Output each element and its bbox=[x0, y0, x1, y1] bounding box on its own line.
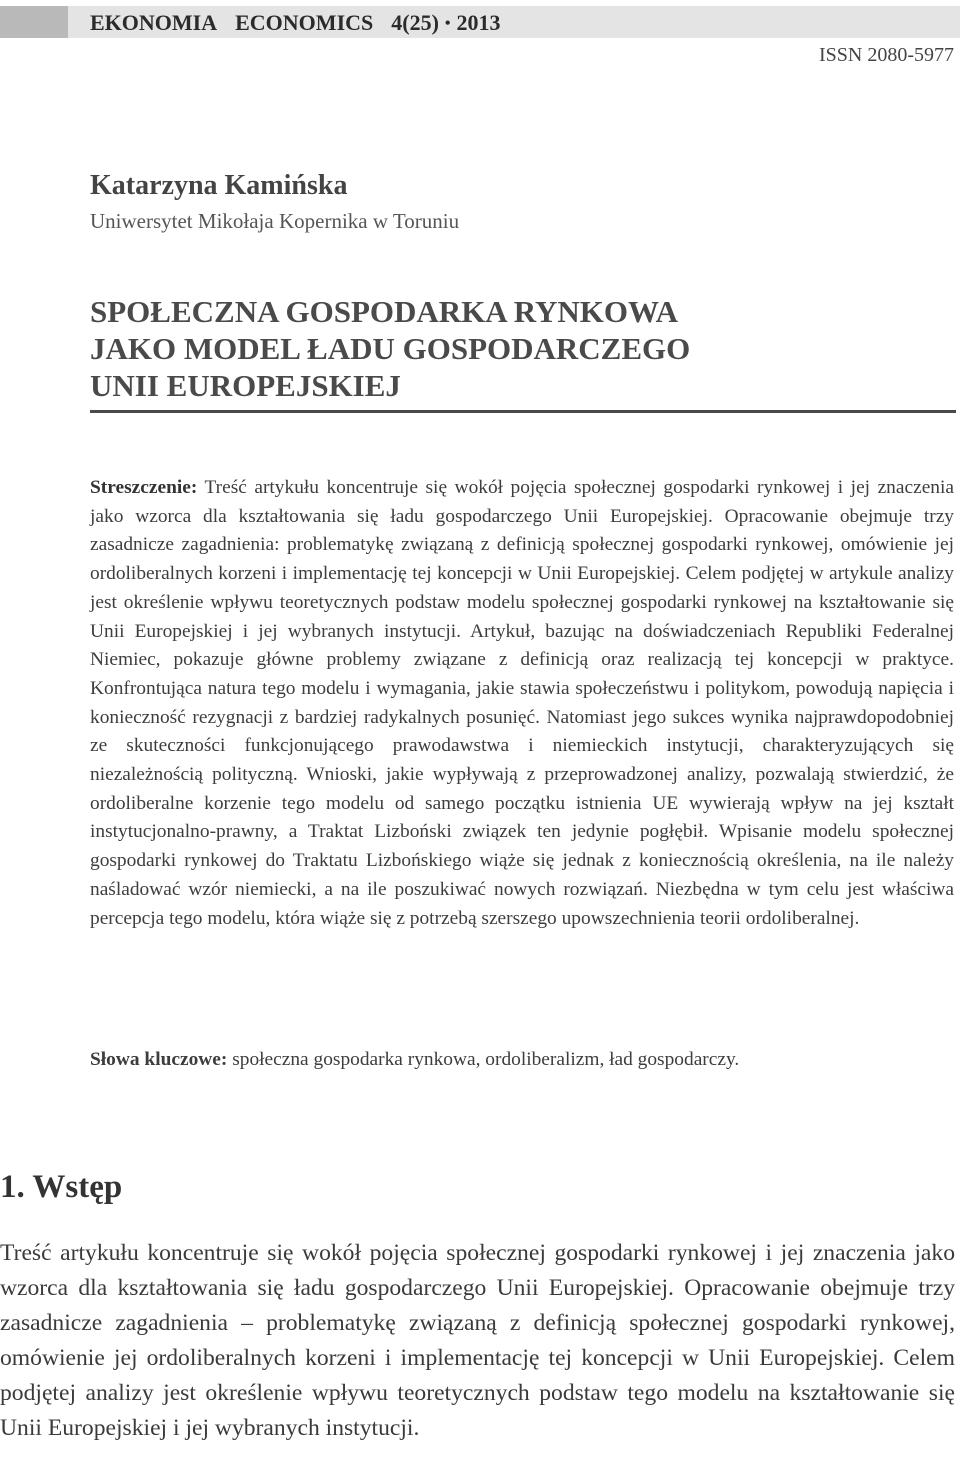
section-body: Treść artykułu koncentruje się wokół pojęcia społecznej gospodarki rynkowej i jej znaczenia jako wzorca dla kształtowania się ładu gospodarczego Unii Europejskiej. Opracowanie obejmuje trzy zasadnicze zagadnienia – problematykę związaną z definicją społecznej gospodarki rynkowej, omówienie jej ordoliberalnych korzeni i implementację tej koncepcji w Unii Europejskiej. Celem podjętej analizy jest określenie wpływu teoretycznych podstaw tego modelu na kształtowanie się Unii Europejskiej i jej wybranych instytucji. bbox=[0, 1240, 955, 1441]
abstract-text: Treść artykułu koncentruje się wokół pojęcia społecznej gospodarki rynkowej i jej znaczenia jako wzorca dla kształtowania się ładu gospodarczego Unii Europejskiej. Opracowanie obejmuje trzy zasadnicze zagadnienia: problematykę związaną z definicją społecznej gospodarki rynkowej, omówienie jej ordoliberalnych korzeni i implementację tej koncepcji w Unii Europejskiej. Celem podjętej w artykule analizy jest określenie wpływu teoretycznych podstaw modelu społecznej gospodarki rynkowej na kształtowanie się Unii Europejskiej i jej wybranych instytucji. Artykuł, bazując na doświadczeniach Republiki Federalnej Niemiec, pokazuje główne problemy związane z definicją oraz realizacją tej koncepcji w praktyce. Konfrontująca natura tego modelu i wymagania, jakie stawia społeczeństwu i politykom, powodują napięcia i konieczność rezygnacji z bardziej radykalnych posunięć. Natomiast jego sukces wynika najprawdopodobniej ze skuteczności funkcjonującego prawodawstwa i niemieckich instytucji, charakteryzujących się niezależnością polityczną. Wnioski, jakie wypływają z przeprowadzonej analizy, pozwalają stwierdzić, że ordoliberalne korzenie tego modelu od samego początku istnienia UE wywierają wpływ na jej kształt instytucjonalno-prawny, a Traktat Lizboński związek ten jedynie pogłębił. Wpisanie modelu społecznej gospodarki rynkowej do Traktatu Lizbońskiego wiąże się jednak z koniecznością określenia, na ile należy naśladować wzór niemiecki, a na ile poszukiwać nowych rozwiązań. Niezbędna w tym celu jest właściwa percepcja tego modelu, która wiąże się z potrzebą szerszego upowszechnienia teorii ordoliberalnej. bbox=[90, 477, 954, 929]
title-divider bbox=[90, 410, 956, 413]
author-affiliation: Uniwersytet Mikołaja Kopernika w Toruniu bbox=[90, 209, 460, 233]
journal-header-bar bbox=[0, 6, 960, 38]
keywords bbox=[90, 1046, 954, 1074]
journal-name-pl: EKONOMIA bbox=[90, 10, 218, 35]
journal-year: 2013 bbox=[456, 10, 501, 35]
header-accent-block bbox=[0, 6, 68, 38]
issn-number: ISSN 2080-5977 bbox=[818, 44, 954, 66]
title-line: SPOŁECZNA GOSPODARKA RYNKOWA bbox=[90, 294, 678, 329]
abstract bbox=[90, 474, 954, 933]
journal-name-en: ECONOMICS bbox=[235, 10, 374, 35]
keywords-label: Słowa kluczowe: bbox=[90, 1049, 228, 1070]
keywords-text: społeczna gospodarka rynkowa, ordoliberalizm, ład gospodarczy. bbox=[232, 1049, 740, 1070]
bullet-icon: • bbox=[444, 15, 451, 32]
journal-issue: 4(25) bbox=[391, 10, 439, 35]
title-line: JAKO MODEL ŁADU GOSPODARCZEGO bbox=[90, 331, 691, 366]
section-heading: 1. Wstęp bbox=[0, 1169, 123, 1205]
title-line: UNII EUROPEJSKIEJ bbox=[90, 368, 401, 403]
author-name: Katarzyna Kamińska bbox=[90, 170, 348, 201]
abstract-label: Streszczenie: bbox=[90, 477, 198, 498]
paper-title bbox=[90, 293, 950, 404]
journal-header bbox=[90, 6, 501, 38]
